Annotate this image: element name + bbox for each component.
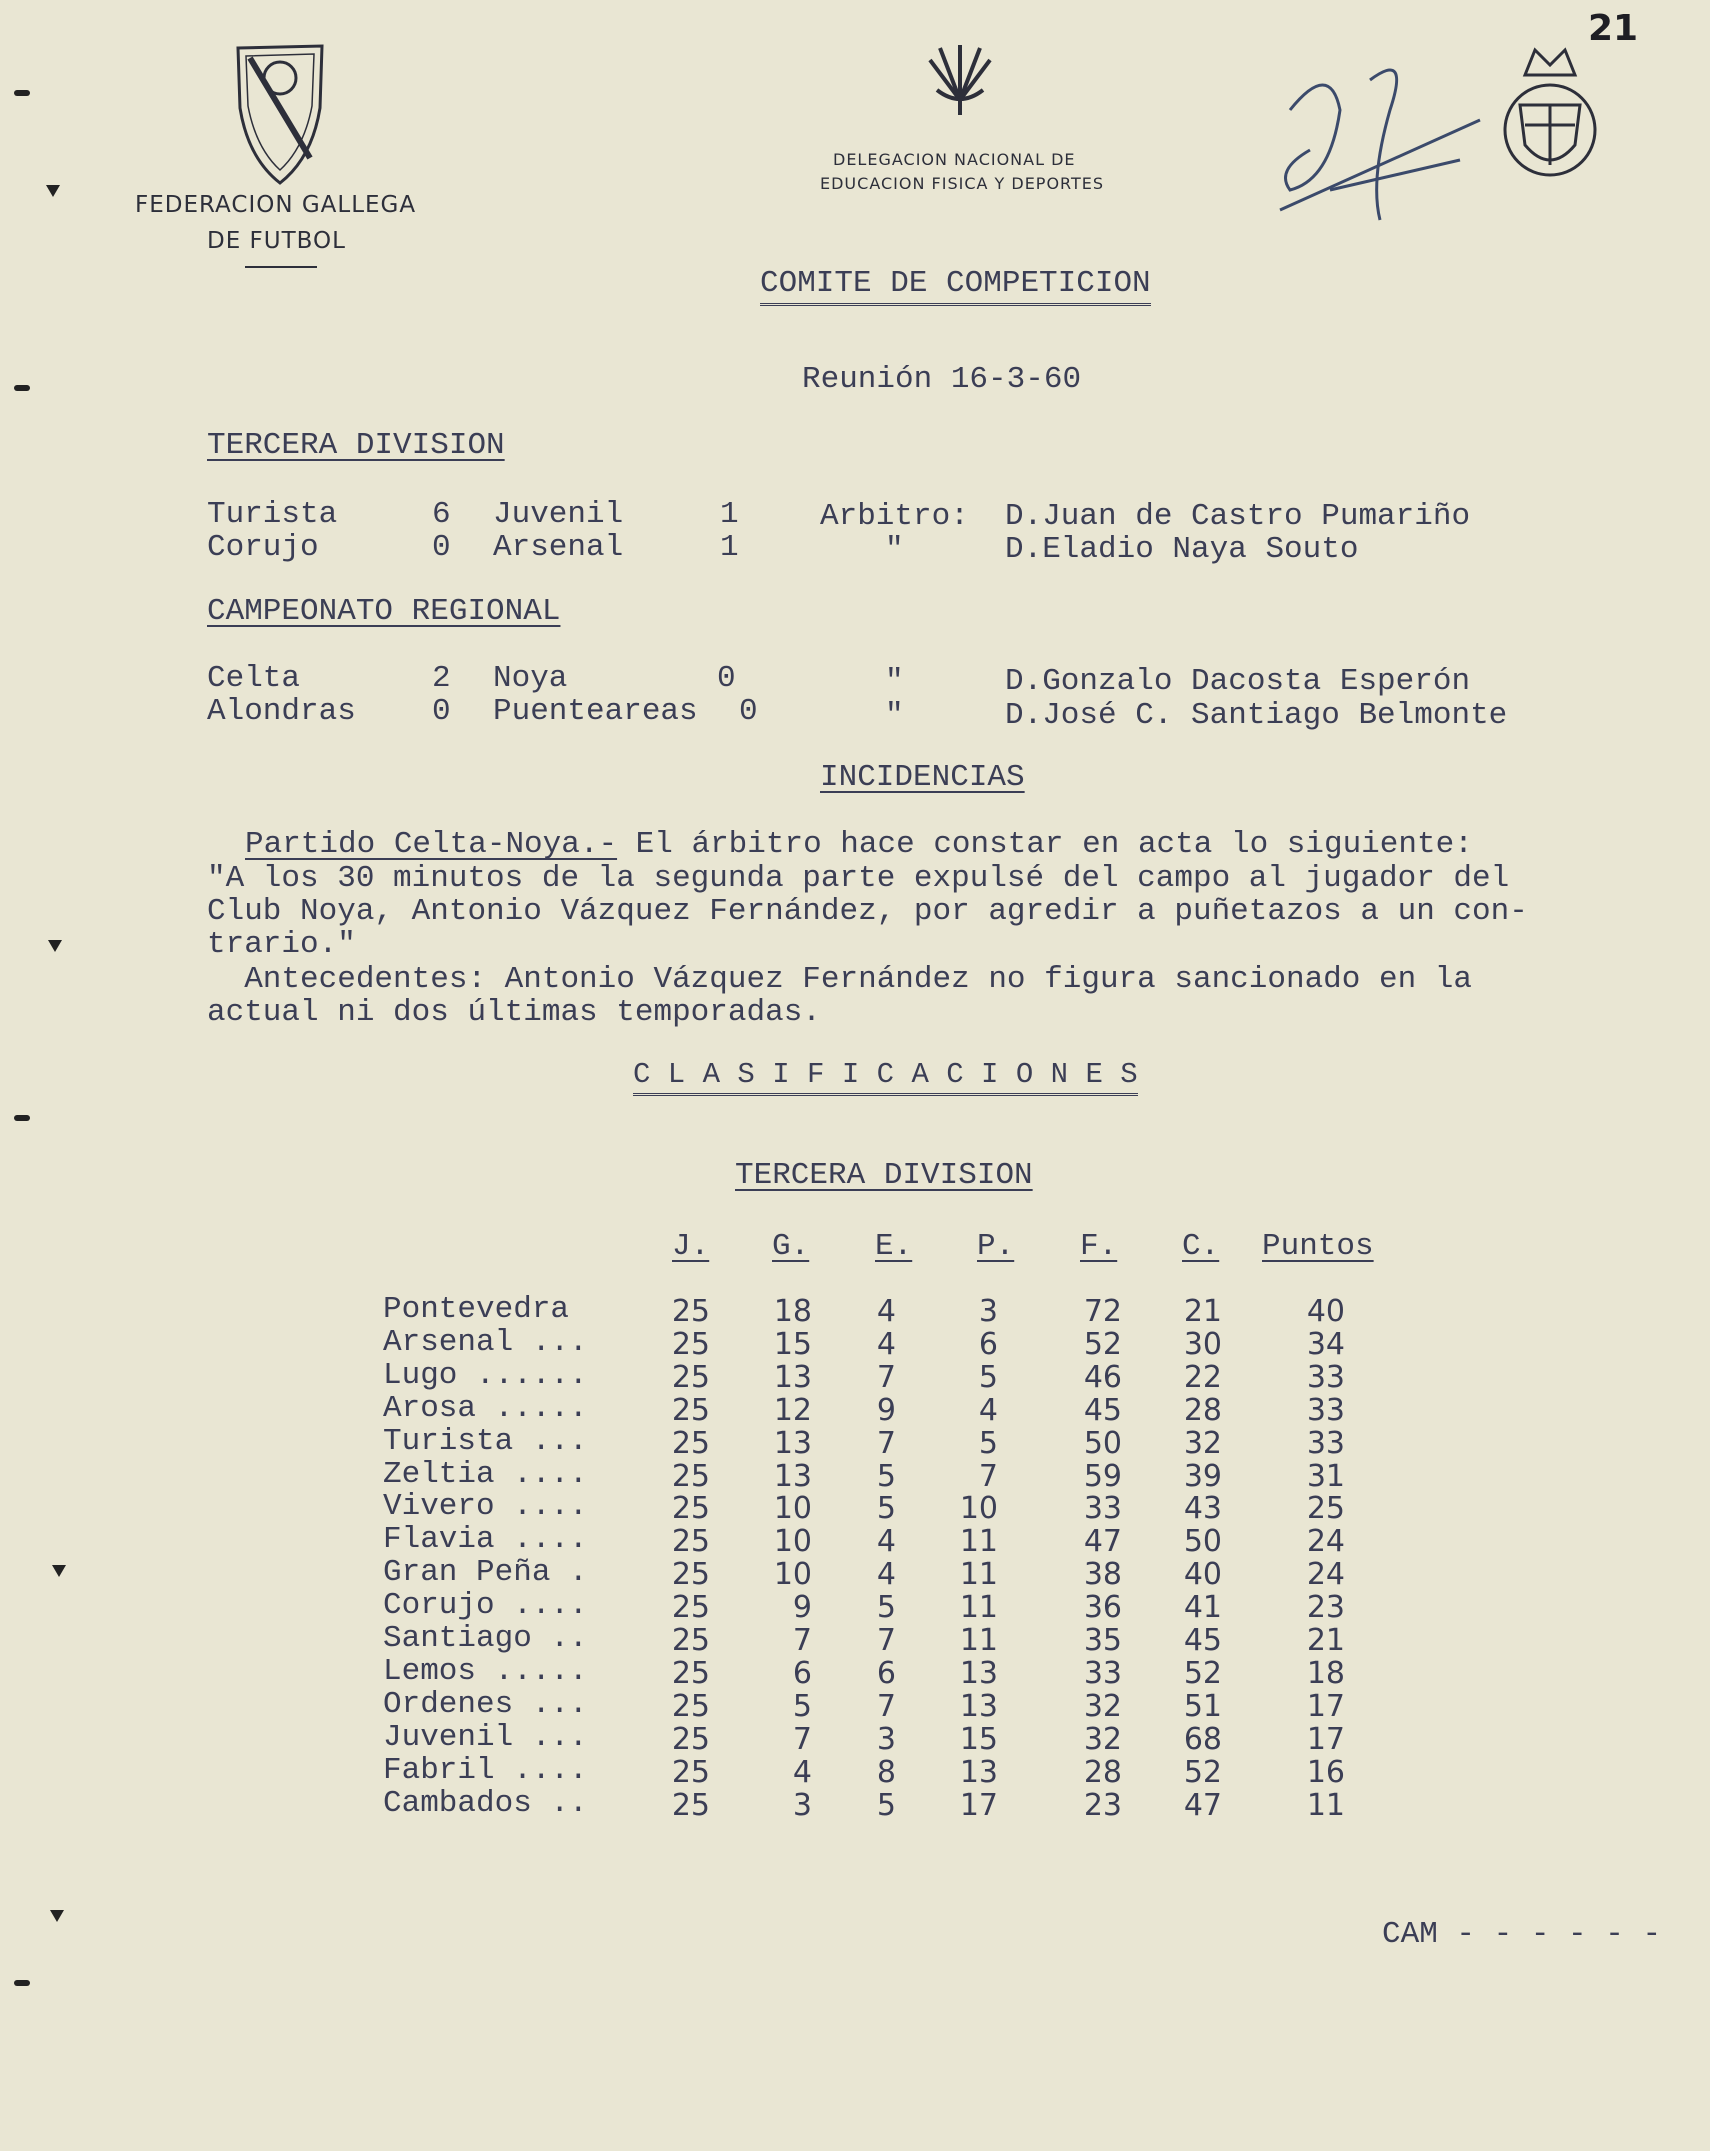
stat-cell-pts: 16 [1306,1754,1345,1790]
margin-mark [46,185,60,197]
stat-cell-f: 59 [1083,1458,1122,1494]
stat-cell-g: 3 [792,1787,812,1823]
stat-cell-g: 5 [792,1688,812,1724]
stat-cell-c: 50 [1183,1524,1222,1560]
stat-cell-pts: 24 [1306,1524,1345,1560]
stat-cell-e: 5 [876,1787,896,1823]
stat-cell-e: 6 [876,1655,896,1691]
team-name: Gran Peña . [383,1555,588,1591]
stat-cell-j: 25 [671,1623,710,1658]
margin-mark [52,1565,66,1577]
stat-cell-pts: 17 [1306,1688,1345,1724]
section-heading-incidencias: INCIDENCIAS [820,760,1025,795]
stat-cell-g: 10 [773,1491,812,1527]
stat-cell-pts: 33 [1306,1425,1345,1461]
stat-cell-j: 25 [671,1787,710,1823]
stat-cell-g: 10 [773,1524,812,1560]
stat-cell-p: 11 [959,1623,998,1658]
column-header: C. [1182,1229,1220,1264]
column-header: P. [977,1229,1015,1264]
stat-cell-j: 25 [671,1359,710,1395]
team-name: Juvenil ... [383,1719,588,1755]
match-home-team: Alondras [207,694,356,729]
stat-cell-f: 32 [1083,1721,1122,1757]
match-home-team: Turista [207,497,338,532]
stat-cell-f: 35 [1083,1623,1122,1658]
ditto-mark: " [885,664,904,699]
team-name: Vivero .... [383,1489,588,1525]
delegation-line2: EDUCACION FISICA Y DEPORTES [820,174,1105,193]
stat-cell-j: 25 [671,1392,710,1428]
stat-cell-p: 7 [978,1458,998,1494]
binder-mark [14,1115,30,1121]
stat-cell-p: 11 [959,1557,998,1593]
stat-cell-pts: 21 [1306,1623,1345,1658]
stat-cell-c: 45 [1183,1623,1222,1658]
team-name: Fabril .... [383,1752,588,1788]
stat-cell-c: 52 [1183,1754,1222,1790]
handwritten-signature [1270,50,1490,240]
stat-cell-p: 5 [978,1359,998,1395]
stat-cell-f: 38 [1083,1557,1122,1593]
incident-paragraph [245,827,1473,862]
team-name: Santiago .. [383,1621,588,1656]
stat-cell-c: 40 [1183,1557,1222,1593]
ditto-mark: " [885,532,904,567]
federation-name-line1: FEDERACION GALLEGA [135,192,417,218]
referee-name: D.José C. Santiago Belmonte [1005,698,1508,733]
match-away-goals: 0 [717,661,736,696]
stat-cell-j: 25 [671,1524,710,1560]
section-heading-regional: CAMPEONATO REGIONAL [207,594,561,629]
section-heading-tercera: TERCERA DIVISION [207,428,505,463]
stat-cell-g: 9 [792,1590,812,1626]
stat-cell-j: 25 [671,1557,710,1593]
match-home-goals: 0 [432,694,451,729]
stat-cell-pts: 33 [1306,1359,1345,1395]
match-home-team: Celta [207,661,301,696]
team-name: Corujo .... [383,1588,588,1624]
royal-federation-crest [1495,40,1605,190]
stat-cell-p: 17 [959,1787,998,1823]
stat-cell-j: 25 [671,1721,710,1757]
column-header: F. [1080,1229,1118,1264]
stat-cell-pts: 33 [1306,1392,1345,1428]
stat-cell-e: 4 [876,1294,896,1329]
stat-cell-f: 52 [1083,1326,1122,1362]
stat-cell-g: 15 [773,1326,812,1362]
classification-subheading: TERCERA DIVISION [735,1158,1033,1193]
delegation-line1: DELEGACION NACIONAL DE [833,150,1076,169]
incident-text: trario." [207,927,356,962]
stat-cell-e: 8 [876,1754,896,1790]
team-name: Arosa ..... [383,1390,588,1426]
match-away-goals: 1 [720,497,739,532]
match-home-goals: 0 [432,530,451,565]
page-number: 21 [1588,8,1639,49]
stat-cell-c: 51 [1183,1688,1222,1724]
team-name: Arsenal ... [383,1324,588,1360]
stat-cell-p: 10 [959,1491,998,1527]
team-name: Zeltia .... [383,1456,588,1492]
stat-cell-e: 7 [876,1359,896,1395]
stat-cell-g: 13 [773,1425,812,1461]
team-name: Turista ... [383,1423,588,1459]
match-away-team: Juvenil [493,497,624,532]
incident-text: Club Noya, Antonio Vázquez Fernández, por agredir a puñetazos a un con- [207,894,1528,929]
stat-cell-p: 6 [978,1326,998,1362]
referee-name: D.Juan de Castro Pumariño [1005,499,1471,534]
incident-text: actual ni dos últimas temporadas. [207,995,821,1030]
stat-cell-e: 4 [876,1524,896,1560]
classification-title: C L A S I F I C A C I O N E S [633,1058,1138,1096]
stat-cell-j: 25 [671,1458,710,1494]
binder-mark [14,1980,30,1986]
yoke-and-arrows-emblem [925,40,995,120]
stat-cell-j: 25 [671,1688,710,1724]
match-home-goals: 2 [432,661,451,696]
stat-cell-c: 21 [1183,1294,1222,1329]
divider [245,266,317,268]
stat-cell-f: 32 [1083,1688,1122,1724]
match-home-goals: 6 [432,497,451,532]
incident-text: "A los 30 minutos de la segunda parte expulsé del campo al jugador del [207,861,1510,896]
stat-cell-f: 23 [1083,1787,1122,1823]
stat-cell-f: 28 [1083,1754,1122,1790]
team-name: Flavia .... [383,1522,588,1558]
column-header: G. [772,1229,810,1264]
stat-cell-g: 13 [773,1458,812,1494]
stat-cell-pts: 25 [1306,1491,1345,1527]
stat-cell-e: 7 [876,1623,896,1658]
stat-cell-pts: 24 [1306,1557,1345,1593]
stat-cell-g: 4 [792,1754,812,1790]
stat-cell-c: 28 [1183,1392,1222,1428]
stat-cell-e: 5 [876,1491,896,1527]
stat-cell-c: 52 [1183,1655,1222,1691]
stat-cell-f: 47 [1083,1524,1122,1560]
stat-cell-g: 18 [773,1294,812,1329]
stat-cell-f: 50 [1083,1425,1122,1461]
stat-cell-e: 9 [876,1392,896,1428]
stat-cell-f: 72 [1083,1294,1122,1329]
stat-cell-pts: 31 [1306,1458,1345,1494]
stat-cell-j: 25 [671,1294,710,1329]
stat-cell-f: 45 [1083,1392,1122,1428]
stat-cell-p: 13 [959,1754,998,1790]
ditto-mark: " [885,698,904,733]
stat-cell-g: 12 [773,1392,812,1428]
stat-cell-e: 4 [876,1557,896,1593]
stat-cell-p: 11 [959,1590,998,1626]
match-label: Partido Celta-Noya.- [245,827,618,862]
stat-cell-j: 25 [671,1754,710,1790]
match-away-goals: 0 [739,694,758,729]
stat-cell-p: 4 [978,1392,998,1428]
margin-mark [48,940,62,952]
stat-cell-g: 6 [792,1655,812,1691]
incident-text: El árbitro hace constar en acta lo siguiente: [617,827,1473,862]
stat-cell-j: 25 [671,1425,710,1461]
stat-cell-e: 5 [876,1590,896,1626]
referee-name: D.Eladio Naya Souto [1005,532,1359,567]
stat-cell-c: 41 [1183,1590,1222,1626]
stat-cell-p: 13 [959,1655,998,1691]
stat-cell-c: 32 [1183,1425,1222,1461]
stat-cell-pts: 34 [1306,1326,1345,1362]
match-away-goals: 1 [720,530,739,565]
stat-cell-e: 4 [876,1326,896,1362]
stat-cell-j: 25 [671,1491,710,1527]
stat-cell-e: 7 [876,1425,896,1461]
referee-name: D.Gonzalo Dacosta Esperón [1005,664,1471,699]
stat-cell-c: 30 [1183,1326,1222,1362]
stat-cell-pts: 18 [1306,1655,1345,1691]
stat-cell-j: 25 [671,1655,710,1691]
stat-cell-p: 15 [959,1721,998,1757]
stat-cell-p: 5 [978,1425,998,1461]
stat-cell-c: 39 [1183,1458,1222,1494]
team-name: Lemos ..... [383,1653,588,1689]
match-away-team: Arsenal [493,530,624,565]
stat-cell-p: 11 [959,1524,998,1560]
team-name: Lugo ...... [383,1357,588,1393]
match-home-team: Corujo [207,530,319,565]
team-name: Cambados .. [383,1785,588,1821]
document-title: COMITE DE COMPETICION [760,266,1151,306]
match-away-team: Puenteareas [493,694,698,729]
stat-cell-c: 43 [1183,1491,1222,1527]
stat-cell-g: 7 [792,1721,812,1757]
margin-mark [50,1910,64,1922]
stat-cell-c: 68 [1183,1721,1222,1757]
stat-cell-pts: 23 [1306,1590,1345,1626]
binder-mark [14,90,30,96]
stat-cell-f: 33 [1083,1491,1122,1527]
stat-cell-c: 47 [1183,1787,1222,1823]
binder-mark [14,385,30,391]
incident-text: Antecedentes: Antonio Vázquez Fernández no figura sancionado en la [207,962,1473,997]
stat-cell-pts: 17 [1306,1721,1345,1757]
stat-cell-g: 10 [773,1557,812,1593]
stat-cell-f: 33 [1083,1655,1122,1691]
stat-cell-p: 13 [959,1688,998,1724]
column-header: E. [875,1229,913,1264]
stat-cell-g: 13 [773,1359,812,1395]
stat-cell-p: 3 [978,1294,998,1329]
stat-cell-g: 7 [792,1623,812,1658]
team-name: Ordenes ... [383,1686,588,1722]
stat-cell-c: 22 [1183,1359,1222,1395]
stat-cell-f: 36 [1083,1590,1122,1626]
federation-name-line2: DE FUTBOL [207,228,346,254]
stat-cell-e: 3 [876,1721,896,1757]
team-name: Pontevedra [383,1292,570,1327]
stat-cell-f: 46 [1083,1359,1122,1395]
stat-cell-j: 25 [671,1590,710,1626]
meeting-date: Reunión 16-3-60 [802,362,1082,397]
stat-cell-j: 25 [671,1326,710,1362]
referee-label: Arbitro: [820,499,969,534]
stat-cell-pts: 11 [1306,1787,1345,1823]
column-header: Puntos [1262,1229,1374,1264]
stat-cell-pts: 40 [1306,1294,1345,1329]
match-away-team: Noya [493,661,568,696]
continued-marker: CAM - - - - - - [1382,1917,1662,1952]
column-header: J. [672,1229,710,1264]
stat-cell-e: 5 [876,1458,896,1494]
federation-shield-logo [232,38,328,188]
stat-cell-e: 7 [876,1688,896,1724]
